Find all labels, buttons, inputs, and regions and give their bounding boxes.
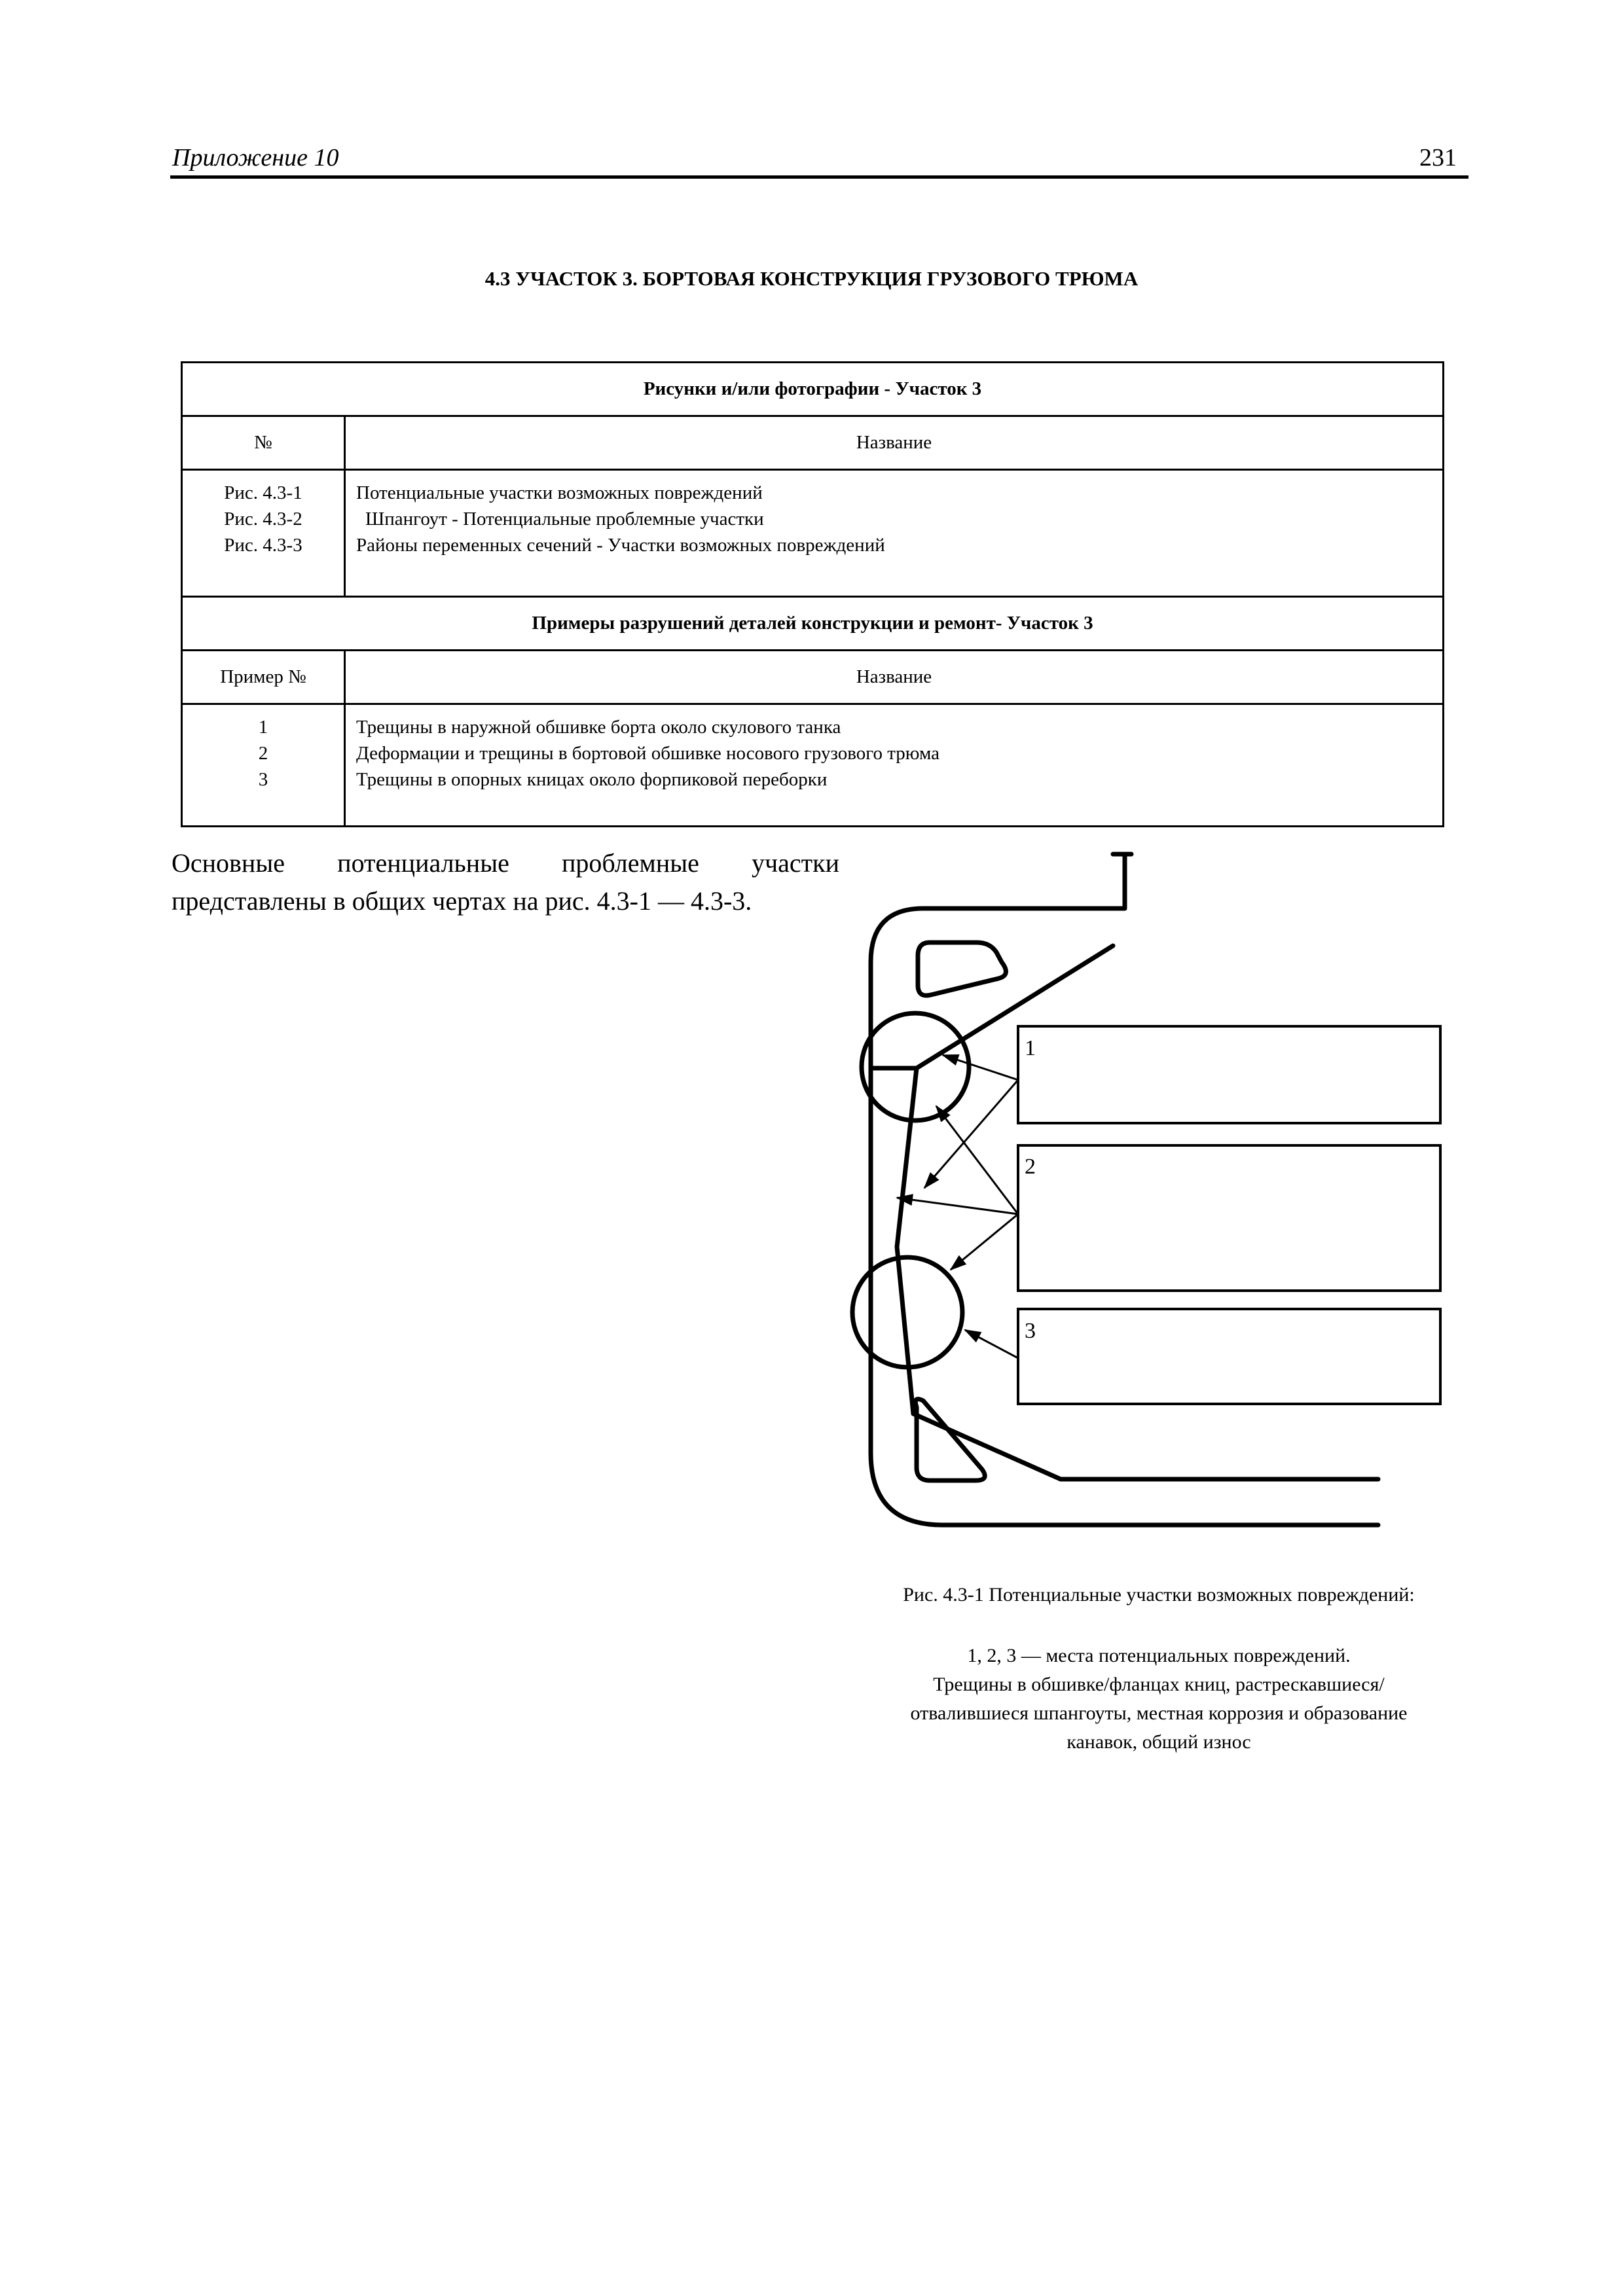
contents-table [181, 361, 1444, 827]
figure-num-2: Рис. 4.3-2 [224, 509, 302, 529]
diagram-label-1: 1 [1025, 1036, 1036, 1060]
example-num-1: 1 [258, 717, 268, 738]
figure-name-2: Шпангоут - Потенциальные проблемные участки [365, 509, 764, 529]
arrow-2c [951, 1214, 1018, 1270]
examples-header: Примеры разрушений деталей конструкции и ремонт- Участок 3 [182, 597, 1444, 651]
section-title: 4.3 УЧАСТОК 3. БОРТОВАЯ КОНСТРУКЦИЯ ГРУЗОВОГО ТРЮМА [484, 267, 1139, 290]
example-num-3: 3 [258, 769, 268, 790]
arrow-1a [943, 1055, 1018, 1080]
diagram-label-3: 3 [1025, 1319, 1036, 1343]
example-name-2: Деформации и трещины в бортовой обшивке носового грузового трюма [356, 743, 940, 764]
figures-name-cell [345, 470, 1444, 597]
figure-caption-title: Рис. 4.3-1 Потенциальные участки возможных повреждений: [903, 1584, 1415, 1605]
label-box-1 [1018, 1026, 1440, 1123]
intro-line-2: представлены в общих чертах на рис. 4.3-1 — 4.3-3. [172, 886, 752, 916]
example-name-3: Трещины в опорных кницах около форпиковой переборки [356, 769, 828, 790]
figure-num-3: Рис. 4.3-3 [224, 535, 302, 556]
intro-paragraph [172, 844, 839, 920]
inner-frame-line [871, 946, 1113, 1068]
example-name-1: Трещины в наружной обшивке борта около скулового танка [356, 717, 841, 738]
figures-col-num: № [182, 416, 345, 470]
label-box-3 [1018, 1309, 1440, 1404]
examples-col-name: Название [345, 651, 1444, 704]
figure-name-3: Районы переменных сечений - Участки возможных повреждений [356, 535, 885, 556]
outer-shell-contour [871, 854, 1378, 1525]
hull-section-diagram [845, 844, 1467, 1551]
diagram-label-2: 2 [1025, 1155, 1036, 1179]
header-rule [170, 175, 1468, 179]
caption-line-2: Трещины в обшивке/фланцах книц, растрескавшиеся/ [933, 1674, 1385, 1695]
examples-name-cell [345, 704, 1444, 827]
side-frame-line [897, 1068, 1378, 1479]
upper-lightening-hole [918, 942, 1006, 996]
example-num-2: 2 [258, 743, 268, 764]
header-appendix: Приложение 10 [172, 144, 339, 171]
arrow-3 [965, 1330, 1018, 1358]
caption-line-1: 1, 2, 3 — места потенциальных повреждений. [967, 1645, 1351, 1666]
intro-line-1: Основные потенциальные проблемные участки [172, 848, 839, 878]
figures-header: Рисунки и/или фотографии - Участок 3 [182, 363, 1444, 416]
figure-num-1: Рис. 4.3-1 [224, 482, 302, 503]
figure-caption-body [851, 1641, 1467, 1757]
figures-num-cell [182, 470, 345, 597]
caption-line-4: канавок, общий износ [1067, 1731, 1251, 1753]
caption-line-3: отвалившиеся шпангоуты, местная коррозия и образование [910, 1702, 1408, 1724]
examples-col-num: Пример № [182, 651, 345, 704]
arrow-1b [924, 1080, 1018, 1188]
header-page-number: 231 [1419, 144, 1457, 171]
arrow-2b [897, 1198, 1018, 1214]
figure-name-1: Потенциальные участки возможных повреждений [356, 482, 763, 503]
examples-num-cell [182, 704, 345, 827]
label-box-2 [1018, 1145, 1440, 1291]
figures-col-name: Название [345, 416, 1444, 470]
